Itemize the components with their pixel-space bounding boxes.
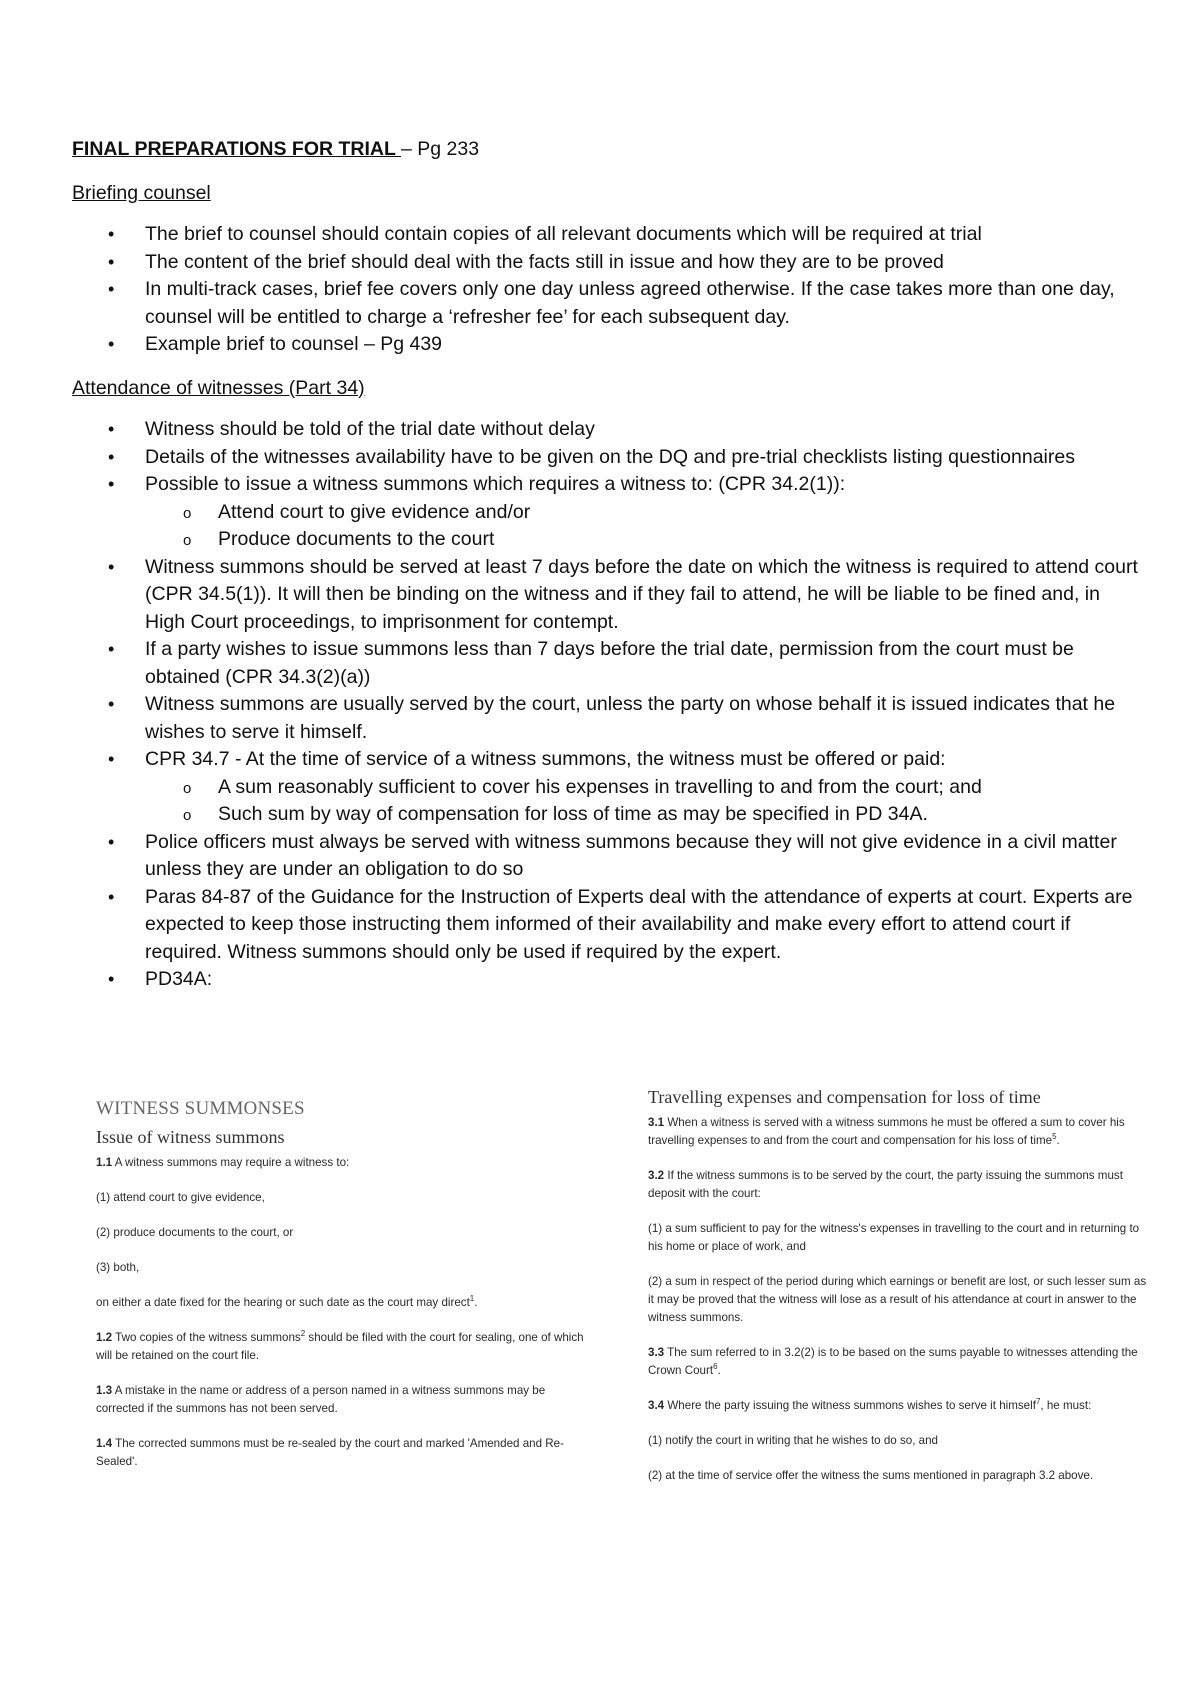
excerpt-paragraph: (1) attend court to give evidence, xyxy=(96,1191,265,1204)
list-item-text: Police officers must always be served with witness summons because they will not give evidence in a civil matter unless they are under an obligation to do so xyxy=(145,830,1117,880)
page-title xyxy=(72,136,1142,164)
excerpt-paragraph xyxy=(648,1344,1153,1380)
excerpt-paragraph xyxy=(648,1397,1153,1415)
list-item-text: CPR 34.7 - At the time of service of a witness summons, the witness must be offered or paid: xyxy=(145,748,946,770)
bullet-icon: • xyxy=(108,969,115,989)
list-item xyxy=(72,249,1142,277)
sub-bullet-icon: o xyxy=(183,779,192,797)
excerpt-paragraph: (2) produce documents to the court, or xyxy=(96,1226,294,1239)
paragraph-number: 1.4 xyxy=(96,1437,113,1450)
payment-requirements-list xyxy=(145,774,1142,829)
briefing-heading: Briefing counsel xyxy=(72,181,211,204)
paragraph-number: 1.2 xyxy=(96,1331,113,1344)
list-item xyxy=(72,829,1142,884)
title-heading: FINAL PREPARATIONS FOR TRIAL xyxy=(72,138,401,160)
footnote-marker: 6 xyxy=(713,1362,718,1372)
excerpt-section-heading: WITNESS SUMMONSES xyxy=(96,1098,305,1119)
excerpt-paragraph: (2) a sum in respect of the period during which earnings or benefit are lost, or such lesser sum as it may be proved that the witness will lose as a result of his attendance at court in answer to the witness summons. xyxy=(648,1275,1147,1324)
list-item-text: If a party wishes to issue summons less than 7 days before the trial date, permission from the court must be obtained (CPR 34.3(2)(a)) xyxy=(145,638,1074,688)
paragraph-text: , he must: xyxy=(1040,1399,1092,1412)
paragraph-text: When a witness is served with a witness summons he must be offered a sum to cover his travelling expenses to and from the court and compensation for his loss of time xyxy=(648,1116,1125,1147)
bullet-icon: • xyxy=(108,831,115,852)
footnote-marker: 2 xyxy=(300,1329,306,1339)
paragraph-number: 1.3 xyxy=(96,1384,113,1397)
sub-list-item xyxy=(145,801,1142,829)
list-item-text: Witness summons are usually served by the court, unless the party on whose behalf it is issued indicates that he wishes to serve it himself. xyxy=(145,693,1116,743)
excerpt-paragraph xyxy=(96,1294,596,1312)
paragraph-text: Two copies of the witness summons xyxy=(115,1331,301,1344)
list-item-text: Paras 84-87 of the Guidance for the Instruction of Experts deal with the attendance of experts at court. Experts are expected to keep those instructing them informed of their availability and make every effort to attend court if required. Witness summons should only be used if required by the expert. xyxy=(145,885,1133,963)
list-item xyxy=(72,554,1142,637)
footnote-marker: 5 xyxy=(1052,1132,1057,1142)
title-page-ref: – Pg 233 xyxy=(400,138,480,160)
footnote-marker: 1 xyxy=(469,1294,475,1304)
sub-list-item-text: A sum reasonably sufficient to cover his expenses in travelling to and from the court; and xyxy=(218,775,982,798)
sub-bullet-icon: o xyxy=(183,807,192,824)
excerpt-subheading: Issue of witness summons xyxy=(96,1127,285,1147)
paragraph-text: A mistake in the name or address of a person named in a witness summons may be corrected if the summons has not been served. xyxy=(96,1384,546,1415)
paragraph-text: . xyxy=(717,1364,721,1377)
list-item xyxy=(72,416,1142,444)
bullet-icon: • xyxy=(108,334,115,354)
list-item xyxy=(72,276,1142,331)
list-item-text: Witness summons should be served at least 7 days before the date on which the witness is required to attend court (CPR 34.5(1)). It will then be binding on the witness and if they fail to attend, he will be liable to be fined and, in High Court proceedings, to imprisonment for contempt. xyxy=(145,555,1138,633)
paragraph-number: 3.4 xyxy=(648,1399,665,1412)
sub-list-item xyxy=(145,499,1142,527)
list-item xyxy=(72,636,1142,691)
list-item-text: Possible to issue a witness summons which requires a witness to: (CPR 34.2(1)): xyxy=(145,473,846,495)
bullet-icon: • xyxy=(108,639,115,659)
list-item-text: The content of the brief should deal with the facts still in issue and how they are to be proved xyxy=(145,250,944,273)
bullet-icon: • xyxy=(108,749,115,769)
paragraph-number: 3.3 xyxy=(648,1346,665,1359)
attendance-heading: Attendance of witnesses (Part 34) xyxy=(72,376,365,399)
list-item xyxy=(72,884,1142,967)
bullet-icon: • xyxy=(108,251,115,272)
excerpt-paragraph: (1) notify the court in writing that he wishes to do so, and xyxy=(648,1434,938,1447)
sub-list-item-text: Produce documents to the court xyxy=(218,528,495,550)
paragraph-text: . xyxy=(474,1296,478,1309)
paragraph-text: The sum referred to in 3.2(2) is to be based on the sums payable to witnesses attending the Crown Court xyxy=(648,1346,1138,1377)
paragraph-text: A witness summons may require a witness to: xyxy=(114,1156,350,1169)
sub-list-item-text: Such sum by way of compensation for loss of time as may be specified in PD 34A. xyxy=(218,803,928,825)
sub-list-item xyxy=(145,774,1142,802)
excerpt-paragraph xyxy=(648,1167,1153,1203)
paragraph-text: The corrected summons must be re-sealed by the court and marked 'Amended and Re-Sealed'. xyxy=(96,1437,564,1468)
briefing-list xyxy=(72,221,1142,359)
sub-list-item-text: Attend court to give evidence and/or xyxy=(218,500,531,523)
bullet-icon: • xyxy=(108,419,115,439)
footnote-marker: 7 xyxy=(1035,1397,1041,1407)
bullet-icon: • xyxy=(108,224,115,244)
sub-bullet-icon: o xyxy=(183,504,192,522)
pd34a-excerpt-right xyxy=(648,1088,1153,1502)
paragraph-text: should be filed with the court for sealing, one of which will be retained on the court file. xyxy=(96,1331,584,1362)
excerpt-paragraph: (1) a sum sufficient to pay for the witness's expenses in travelling to the court and in returning to his home or place of work, and xyxy=(648,1222,1140,1253)
list-item-text: The brief to counsel should contain copies of all relevant documents which will be required at trial xyxy=(145,223,982,245)
paragraph-number: 3.1 xyxy=(648,1116,665,1129)
list-item-text: In multi-track cases, brief fee covers only one day unless agreed otherwise. If the case takes more than one day, counsel will be entitled to charge a ‘refresher fee’ for each subsequent day. xyxy=(145,278,1115,328)
sub-list-item xyxy=(145,526,1142,554)
bullet-icon: • xyxy=(108,446,115,467)
notes-body xyxy=(72,136,1142,1010)
excerpt-paragraph: (3) both, xyxy=(96,1261,140,1274)
bullet-icon: • xyxy=(108,556,115,577)
attendance-list xyxy=(72,416,1142,994)
excerpt-paragraph xyxy=(96,1435,596,1471)
list-item-text: Details of the witnesses availability have to be given on the DQ and pre-trial checklists listing questionnaires xyxy=(145,445,1075,468)
bullet-icon: • xyxy=(108,694,115,714)
list-item xyxy=(72,221,1142,249)
paragraph-number: 3.2 xyxy=(648,1169,665,1182)
list-item xyxy=(72,444,1142,472)
list-item xyxy=(72,691,1142,746)
excerpt-paragraph xyxy=(96,1329,596,1365)
list-item xyxy=(72,966,1142,994)
list-item-text: Example brief to counsel – Pg 439 xyxy=(145,333,443,355)
excerpt-paragraph xyxy=(96,1154,596,1172)
paragraph-text: . xyxy=(1056,1134,1060,1147)
list-item-text: PD34A: xyxy=(145,968,213,990)
excerpt-paragraph: (2) at the time of service offer the witness the sums mentioned in paragraph 3.2 above. xyxy=(648,1469,1094,1482)
excerpt-paragraph xyxy=(648,1114,1153,1150)
summons-requirements-list xyxy=(145,499,1142,554)
paragraph-text: Where the party issuing the witness summons wishes to serve it himself xyxy=(667,1399,1036,1412)
list-item xyxy=(72,331,1142,359)
bullet-icon: • xyxy=(108,886,115,907)
pd34a-excerpt-left xyxy=(96,1100,596,1488)
list-item-text: Witness should be told of the trial date without delay xyxy=(145,418,595,440)
paragraph-number: 1.1 xyxy=(96,1156,113,1169)
excerpt-subheading: Travelling expenses and compensation for loss of time xyxy=(648,1087,1041,1107)
bullet-icon: • xyxy=(108,279,115,299)
list-item xyxy=(72,471,1142,554)
excerpt-paragraph xyxy=(96,1382,596,1418)
paragraph-text: If the witness summons is to be served by the court, the party issuing the summons must deposit with the court: xyxy=(648,1169,1123,1200)
bullet-icon: • xyxy=(108,474,115,494)
list-item xyxy=(72,746,1142,829)
sub-bullet-icon: o xyxy=(183,532,192,549)
paragraph-text: on either a date fixed for the hearing or such date as the court may direct xyxy=(96,1296,470,1309)
